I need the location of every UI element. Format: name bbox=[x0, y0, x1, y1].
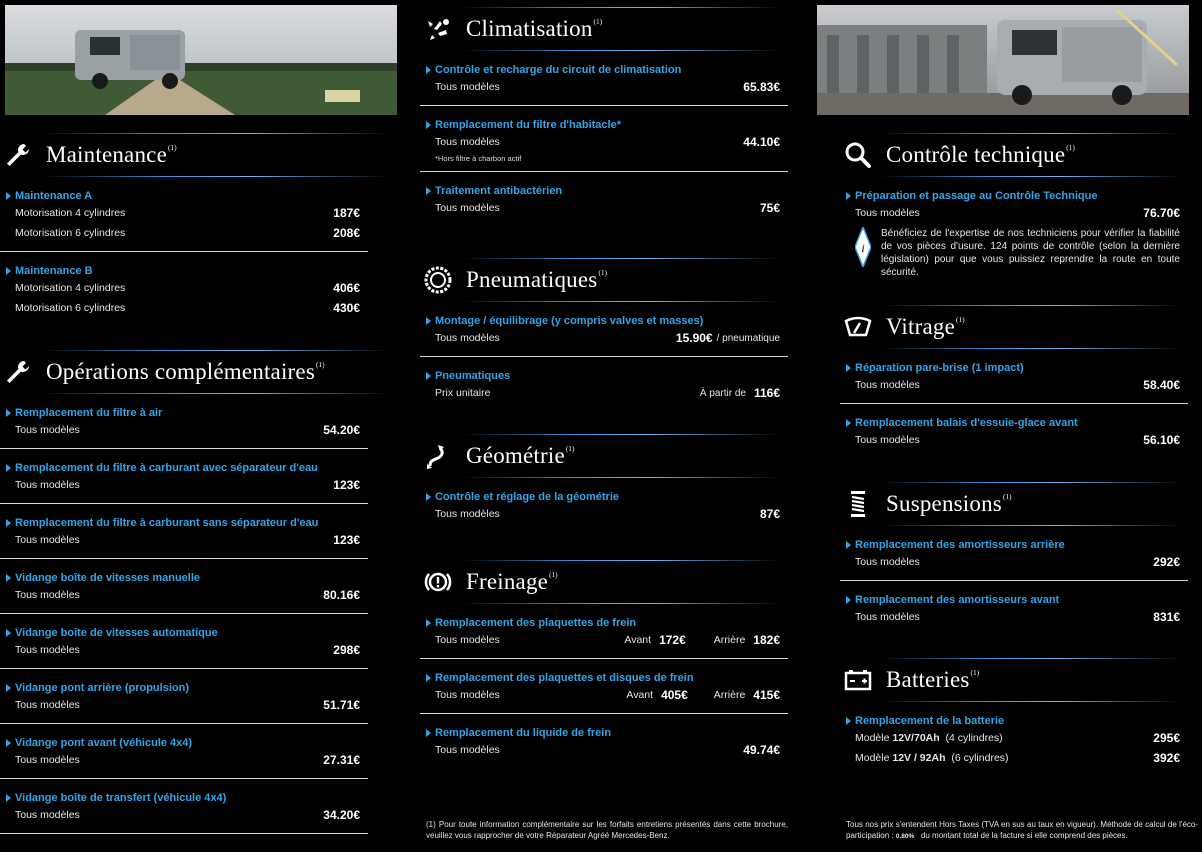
geo-header bbox=[420, 434, 800, 478]
row-price: 27.31€ bbox=[323, 753, 360, 767]
info-box bbox=[846, 227, 1180, 279]
price-item bbox=[840, 361, 1188, 404]
item-title: Montage / équilibrage (y compris valves et masses) bbox=[426, 314, 780, 328]
price-item bbox=[0, 516, 368, 559]
frein-section bbox=[420, 560, 800, 768]
pneus-title: Pneumatiques$^{(1)}$ bbox=[466, 267, 608, 292]
front-label: Avant bbox=[624, 634, 652, 646]
item-title: Maintenance A bbox=[6, 189, 360, 203]
row-label: Motorisation 6 cylindres bbox=[15, 302, 126, 314]
price-item bbox=[840, 593, 1188, 635]
item-title: Vidange pont arrière (propulsion) bbox=[6, 681, 360, 695]
row-price: 54.20€ bbox=[323, 423, 360, 437]
price-item bbox=[0, 189, 368, 252]
item-title: Remplacement de la batterie bbox=[846, 714, 1180, 728]
geo-title: Géométrie$^{(1)}$ bbox=[466, 443, 575, 468]
item-title: Remplacement des plaquettes et disques de frein bbox=[426, 671, 780, 685]
row-label: Tous modèles bbox=[15, 699, 80, 711]
middle-column bbox=[420, 0, 800, 852]
row-price: 298€ bbox=[333, 643, 360, 657]
price-item bbox=[420, 671, 788, 714]
price-item bbox=[0, 736, 368, 779]
rear-label: Arrière bbox=[713, 689, 746, 701]
batt-title: Batteries$^{(1)}$ bbox=[886, 667, 980, 692]
row-label: Motorisation 4 cylindres bbox=[15, 207, 126, 219]
row-price: 34.20€ bbox=[323, 808, 360, 822]
row-price: 87€ bbox=[759, 507, 780, 521]
item-title: Remplacement balais d'essuie-glace avant bbox=[846, 416, 1180, 430]
row-label: Tous modèles bbox=[15, 479, 80, 491]
price-item bbox=[0, 681, 368, 724]
susp-header bbox=[840, 482, 1202, 526]
operations-title: Opérations complémentaires$^{(1)}$ bbox=[46, 359, 325, 384]
wrench-icon bbox=[4, 141, 32, 169]
geo-section bbox=[420, 434, 800, 532]
row-label: Tous modèles bbox=[435, 689, 500, 701]
info-text: Bénéficiez de l'expertise de nos techniciens pour vérifier la fiabilité de vos pièces d'usure. 124 points de contrôle (selon la dernière législation) pour que vous puissiez reprendre la route en toute sécurité. bbox=[881, 228, 1180, 278]
frein-title: Freinage$^{(1)}$ bbox=[466, 569, 558, 594]
row-label: Tous modèles bbox=[435, 202, 500, 214]
row-label: Motorisation 4 cylindres bbox=[15, 282, 126, 294]
row-label: Modèle 12V/70Ah (4 cylindres) bbox=[855, 732, 1003, 744]
item-title: Remplacement du filtre d'habitacle* bbox=[426, 118, 780, 132]
vitrage-section bbox=[840, 305, 1202, 458]
row-label: Tous modèles bbox=[15, 589, 80, 601]
price-item bbox=[0, 626, 368, 669]
maintenance-section bbox=[0, 133, 410, 326]
item-title: Préparation et passage au Contrôle Technique bbox=[846, 189, 1180, 203]
row-label: Tous modèles bbox=[435, 508, 500, 520]
fan-icon bbox=[424, 15, 452, 43]
rear-label: Arrière bbox=[713, 634, 746, 646]
spring-icon bbox=[844, 490, 872, 518]
item-title: Contrôle et réglage de la géométrie bbox=[426, 490, 780, 504]
svg-text:i: i bbox=[861, 241, 865, 255]
row-price: 65.83€ bbox=[743, 80, 780, 94]
row-label: Tous modèles bbox=[435, 634, 500, 646]
item-title: Vidange pont avant (véhicule 4x4) bbox=[6, 736, 360, 750]
row-label: Modèle 12V / 92Ah (6 cylindres) bbox=[855, 752, 1009, 764]
row-price: 116€ bbox=[753, 386, 780, 400]
vitrage-title: Vitrage$^{(1)}$ bbox=[886, 314, 965, 339]
brake-warning-icon bbox=[424, 568, 452, 596]
ct-section bbox=[840, 133, 1202, 287]
item-title: Remplacement du filtre à carburant sans séparateur d'eau bbox=[6, 516, 360, 530]
row-price: 49.74€ bbox=[743, 743, 780, 757]
row-price: 295€ bbox=[1153, 731, 1180, 745]
row-label: Tous modèles bbox=[855, 556, 920, 568]
row-price: 831€ bbox=[1153, 610, 1180, 624]
pneus-header bbox=[420, 258, 800, 302]
row-price: 58.40€ bbox=[1143, 378, 1180, 392]
row-price: 15.90€ bbox=[675, 331, 713, 345]
pneus-section bbox=[420, 258, 800, 411]
row-label: Tous modèles bbox=[15, 809, 80, 821]
ct-title: Contrôle technique$^{(1)}$ bbox=[886, 142, 1076, 167]
item-title: Traitement antibactérien bbox=[426, 184, 780, 198]
operations-section bbox=[0, 350, 410, 834]
item-title: Remplacement des amortisseurs arrière bbox=[846, 538, 1180, 552]
row-label: Motorisation 6 cylindres bbox=[15, 227, 126, 239]
vitrage-header bbox=[840, 305, 1202, 349]
row-price: 123€ bbox=[333, 533, 360, 547]
susp-section bbox=[840, 482, 1202, 635]
susp-title: Suspensions$^{(1)}$ bbox=[886, 491, 1012, 516]
item-title: Pneumatiques bbox=[426, 369, 780, 383]
price-item bbox=[420, 369, 788, 411]
price-item bbox=[0, 571, 368, 614]
rear-price: 415€ bbox=[753, 688, 780, 702]
row-label: Tous modèles bbox=[435, 136, 500, 148]
item-title: Remplacement du filtre à carburant avec séparateur d'eau bbox=[6, 461, 360, 475]
row-price: 56.10€ bbox=[1143, 433, 1180, 447]
row-price: 392€ bbox=[1153, 751, 1180, 765]
footnote-prices: Tous nos prix s'entendent Hors Taxes (TVA en sus au taux en vigueur). Méthode de calcul de l'éco-participation : 0.80% du montant total de la facture si elle comprend des pièces. bbox=[846, 820, 1198, 840]
price-item bbox=[0, 264, 368, 326]
windshield-icon bbox=[844, 313, 872, 341]
item-title: Remplacement du liquide de frein bbox=[426, 726, 780, 740]
rear-price: 182€ bbox=[753, 633, 780, 647]
price-item bbox=[840, 416, 1188, 458]
row-label: Tous modèles bbox=[15, 534, 80, 546]
front-price: 172€ bbox=[659, 633, 686, 647]
operations-header bbox=[0, 350, 410, 394]
row-label: Tous modèles bbox=[855, 207, 920, 219]
item-title: Vidange boîte de vitesses automatique bbox=[6, 626, 360, 640]
front-price: 405€ bbox=[661, 688, 688, 702]
row-label: Prix unitaire bbox=[435, 387, 491, 399]
item-title: Remplacement des plaquettes de frein bbox=[426, 616, 780, 630]
ct-header bbox=[840, 133, 1202, 177]
eco-percent: 0.80% bbox=[895, 833, 915, 840]
row-label: Tous modèles bbox=[855, 434, 920, 446]
row-label: Tous modèles bbox=[15, 644, 80, 656]
wrench-icon bbox=[4, 358, 32, 386]
price-item bbox=[420, 726, 788, 768]
price-item bbox=[840, 538, 1188, 581]
alignment-icon bbox=[424, 442, 452, 470]
van-photo-countryside bbox=[5, 5, 397, 115]
right-column bbox=[840, 0, 1202, 852]
row-price: 76.70€ bbox=[1143, 206, 1180, 220]
batt-section bbox=[840, 658, 1202, 776]
price-item bbox=[0, 461, 368, 504]
price-item bbox=[420, 63, 788, 106]
row-label: Tous modèles bbox=[855, 379, 920, 391]
price-item bbox=[840, 189, 1188, 287]
row-suffix: / pneumatique bbox=[716, 332, 780, 344]
clim-section bbox=[420, 7, 800, 226]
price-item bbox=[420, 616, 788, 659]
row-price: 75€ bbox=[759, 201, 780, 215]
item-title: Vidange boîte de transfert (véhicule 4x4) bbox=[6, 791, 360, 805]
price-item bbox=[420, 184, 788, 226]
row-price: 51.71€ bbox=[323, 698, 360, 712]
maintenance-header bbox=[0, 133, 410, 177]
row-label: Tous modèles bbox=[435, 744, 500, 756]
item-title: Remplacement des amortisseurs avant bbox=[846, 593, 1180, 607]
left-column bbox=[0, 0, 410, 852]
row-price: 292€ bbox=[1153, 555, 1180, 569]
row-price: 44.10€ bbox=[743, 135, 780, 149]
item-title: Vidange boîte de vitesses manuelle bbox=[6, 571, 360, 585]
info-icon bbox=[855, 227, 871, 267]
maintenance-title: Maintenance$^{(1)}$ bbox=[46, 142, 177, 167]
battery-spec: 12V/70Ah bbox=[892, 732, 940, 744]
clim-title: Climatisation$^{(1)}$ bbox=[466, 16, 603, 41]
row-label: Tous modèles bbox=[15, 754, 80, 766]
battery-cyl: (4 cylindres) bbox=[945, 732, 1003, 744]
row-label: Tous modèles bbox=[15, 424, 80, 436]
row-label: Tous modèles bbox=[855, 611, 920, 623]
van-photo-construction bbox=[817, 5, 1189, 115]
price-item bbox=[0, 406, 368, 449]
row-price: 187€ bbox=[333, 206, 360, 220]
battery-spec: 12V / 92Ah bbox=[892, 752, 946, 764]
row-price: 80.16€ bbox=[323, 588, 360, 602]
tire-icon bbox=[424, 266, 452, 294]
row-price: 208€ bbox=[333, 226, 360, 240]
batt-header bbox=[840, 658, 1202, 702]
row-price: 430€ bbox=[333, 301, 360, 315]
frein-header bbox=[420, 560, 800, 604]
item-title: Réparation pare-brise (1 impact) bbox=[846, 361, 1180, 375]
row-prefix: À partir de bbox=[699, 387, 746, 399]
price-item bbox=[0, 791, 368, 834]
row-price: 406€ bbox=[333, 281, 360, 295]
price-item bbox=[420, 490, 788, 532]
price-item bbox=[420, 118, 788, 172]
front-label: Avant bbox=[626, 689, 654, 701]
price-item bbox=[840, 714, 1188, 776]
row-label: Tous modèles bbox=[435, 81, 500, 93]
row-price: 123€ bbox=[333, 478, 360, 492]
item-title: Contrôle et recharge du circuit de climatisation bbox=[426, 63, 780, 77]
battery-cyl: (6 cylindres) bbox=[951, 752, 1009, 764]
footnote-services: (1) Pour toute information complémentaire sur les forfaits entretiens présentés dans cette brochure, veuillez vous rapprocher de votre Réparateur Agréé Mercedes-Benz. bbox=[426, 820, 788, 840]
price-item bbox=[420, 314, 788, 357]
battery-icon bbox=[844, 666, 872, 694]
clim-header bbox=[420, 7, 800, 51]
magnifier-icon bbox=[844, 141, 872, 169]
item-title: Maintenance B bbox=[6, 264, 360, 278]
item-note: *Hors filtre à charbon actif bbox=[435, 154, 522, 163]
row-label: Tous modèles bbox=[435, 332, 500, 344]
item-title: Remplacement du filtre à air bbox=[6, 406, 360, 420]
